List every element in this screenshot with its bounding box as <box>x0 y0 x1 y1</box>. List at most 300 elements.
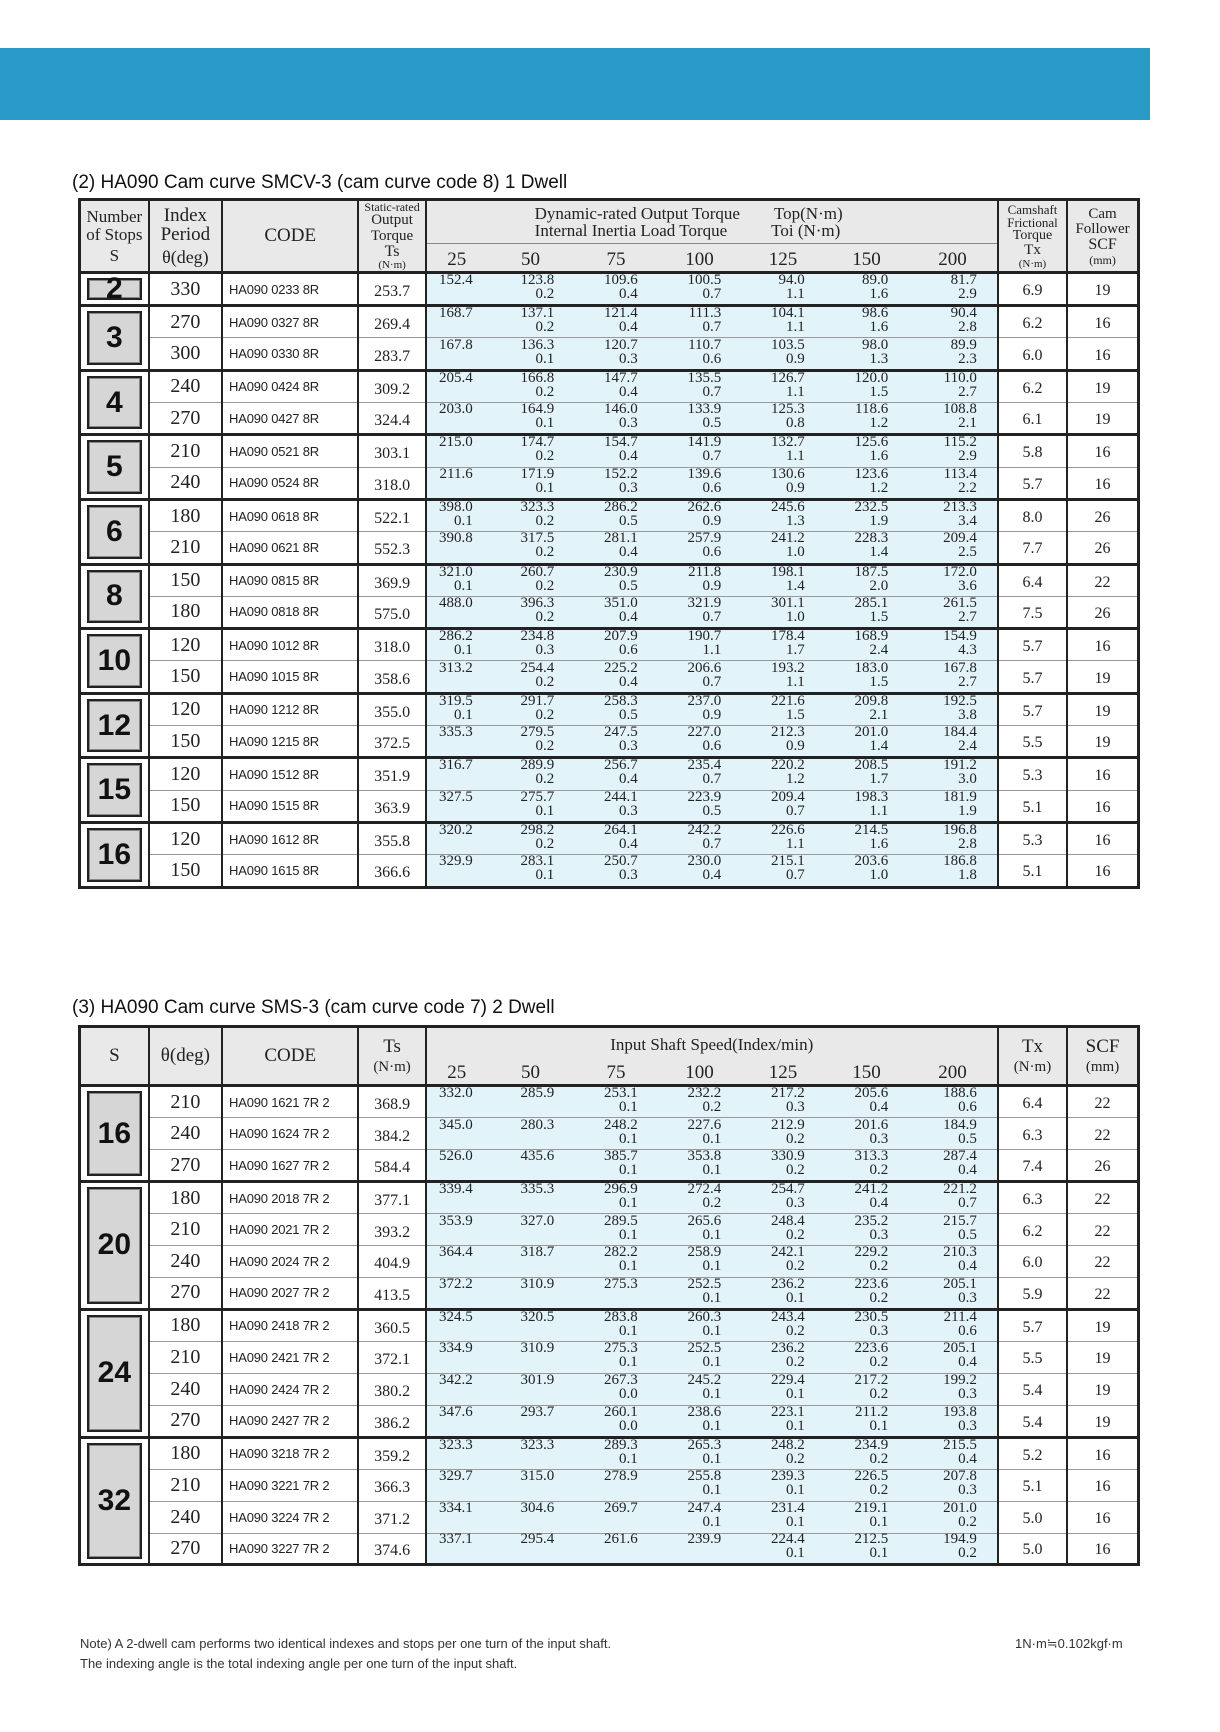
output-torque-top: 247.5 <box>604 724 638 741</box>
static-torque: 374.6 <box>358 1533 425 1565</box>
output-torque-top: 242.2 <box>687 822 722 839</box>
inertia-torque-toi: 0.7 <box>786 867 805 884</box>
output-torque-top: 248.4 <box>771 1212 805 1229</box>
inertia-torque-toi <box>427 1228 487 1242</box>
index-angle: 240 <box>149 1245 222 1277</box>
header-code: CODE <box>222 1027 358 1086</box>
index-angle: 150 <box>149 790 222 822</box>
cam-follower-size: 22 <box>1094 573 1111 591</box>
inertia-torque-toi: 0.3 <box>786 1099 805 1116</box>
header-dynamic-torque: Dynamic-rated Output Torque Top(N·m) Internal Inertia Load Torque Toi (N·m) <box>426 200 998 244</box>
inertia-torque-toi: 0.1 <box>453 642 473 659</box>
stops-badge: 4 <box>87 376 142 430</box>
output-torque-top: 146.0 <box>604 401 638 418</box>
inertia-torque-toi: 0.2 <box>869 1289 889 1306</box>
inertia-torque-toi: 1.3 <box>869 350 889 367</box>
output-torque-top: 247.4 <box>687 1500 722 1517</box>
inertia-torque-toi <box>427 804 487 818</box>
camshaft-torque: 6.2 <box>998 306 1067 338</box>
output-torque-top: 286.2 <box>438 628 473 645</box>
inertia-torque-toi: 0.3 <box>619 350 638 367</box>
output-torque-top: 211.4 <box>943 1308 977 1325</box>
cam-follower-size: 22 <box>1067 1277 1138 1309</box>
output-torque-top: 323.3 <box>438 1436 473 1453</box>
dynamic-torque-cell <box>574 661 657 693</box>
sms3-spec-table <box>78 1025 1140 1566</box>
output-torque-top: 223.1 <box>771 1403 805 1420</box>
dynamic-torque-cell <box>574 726 657 758</box>
static-torque: 372.5 <box>358 726 425 758</box>
inertia-torque-toi: 2.3 <box>958 350 977 367</box>
output-torque-top: 203.6 <box>854 853 889 870</box>
inertia-torque-toi: 0.2 <box>535 513 555 530</box>
index-angle: 240 <box>149 1373 222 1405</box>
inertia-torque-toi: 0.1 <box>869 1514 889 1531</box>
output-torque-top: 196.8 <box>943 822 977 839</box>
index-angle: 240 <box>149 1118 222 1150</box>
inertia-torque-toi <box>487 1515 575 1529</box>
dynamic-torque-cell <box>574 403 657 435</box>
inertia-torque-toi <box>487 1132 575 1146</box>
output-torque-top: 347.6 <box>438 1403 473 1420</box>
dynamic-torque-cell <box>908 499 998 531</box>
header-speed-50: 50 <box>487 244 575 273</box>
output-torque-top: 229.2 <box>854 1244 889 1261</box>
inertia-torque-toi: 0.6 <box>702 738 722 755</box>
dynamic-torque-cell <box>426 629 487 661</box>
inertia-torque-toi: 0.2 <box>535 608 555 625</box>
inertia-torque-toi: 2.9 <box>958 286 977 303</box>
dynamic-torque-cell <box>487 758 575 790</box>
dynamic-torque-cell <box>658 1533 741 1565</box>
cam-follower-size: 19 <box>1067 1341 1138 1373</box>
output-torque-top: 221.6 <box>771 692 805 709</box>
dynamic-torque-cell <box>574 1214 657 1246</box>
inertia-torque-toi: 0.2 <box>869 1162 889 1179</box>
inertia-torque-toi: 1.4 <box>869 544 889 561</box>
dynamic-torque-cell <box>487 1437 575 1469</box>
dynamic-torque-cell <box>426 370 487 402</box>
inertia-torque-toi: 0.3 <box>619 479 638 496</box>
table-row <box>80 1214 1139 1246</box>
dynamic-torque-cell <box>741 1501 824 1533</box>
dynamic-torque-cell <box>487 467 575 499</box>
dynamic-torque-cell <box>426 1118 487 1150</box>
output-torque-top: 243.4 <box>771 1308 805 1325</box>
camshaft-torque: 6.1 <box>998 403 1067 435</box>
product-code: HA090 0621 8R <box>222 532 358 564</box>
output-torque-top: 230.9 <box>604 563 638 580</box>
product-code: HA090 0524 8R <box>222 467 358 499</box>
static-torque: 351.9 <box>358 758 425 790</box>
output-torque-top: 120.7 <box>604 336 638 353</box>
static-torque: 413.5 <box>358 1277 425 1309</box>
output-torque-top: 265.6 <box>687 1212 722 1229</box>
inertia-torque-toi: 1.3 <box>786 513 805 530</box>
dynamic-torque-cell <box>487 370 575 402</box>
output-torque-top: 199.2 <box>943 1372 977 1389</box>
output-torque-top: 317.5 <box>520 530 555 547</box>
header-speed-200: 200 <box>908 1058 998 1086</box>
dynamic-torque-cell <box>741 1086 824 1118</box>
static-torque: 522.1 <box>358 499 425 531</box>
dynamic-torque-cell <box>658 1501 741 1533</box>
inertia-torque-toi: 0.2 <box>535 706 555 723</box>
dynamic-torque-cell <box>487 1341 575 1373</box>
table-row <box>80 1469 1139 1501</box>
dynamic-torque-cell <box>574 1437 657 1469</box>
inertia-torque-toi: 0.1 <box>619 1099 638 1116</box>
output-torque-top: 298.2 <box>520 822 555 839</box>
dynamic-torque-cell <box>908 1118 998 1150</box>
output-torque-top: 254.4 <box>520 659 555 676</box>
inertia-torque-toi: 1.1 <box>786 836 805 853</box>
inertia-torque-toi: 0.2 <box>535 836 555 853</box>
inertia-torque-toi: 0.1 <box>869 1417 889 1434</box>
product-code: HA090 2027 7R 2 <box>222 1277 358 1309</box>
output-torque-top: 206.6 <box>687 659 722 676</box>
dynamic-torque-cell <box>908 758 998 790</box>
output-torque-top: 215.7 <box>943 1212 977 1229</box>
inertia-torque-toi: 0.1 <box>702 1162 722 1179</box>
cam-follower-size: 16 <box>1067 1501 1138 1533</box>
inertia-torque-toi: 0.1 <box>702 1354 722 1371</box>
static-torque: 369.9 <box>358 564 425 596</box>
dynamic-torque-cell <box>741 499 824 531</box>
dynamic-torque-cell <box>426 1277 487 1309</box>
camshaft-torque: 5.3 <box>998 758 1067 790</box>
table-row <box>80 1533 1139 1565</box>
dynamic-torque-cell <box>658 855 741 887</box>
static-torque: 575.0 <box>358 596 425 628</box>
inertia-torque-toi <box>427 1546 487 1560</box>
dynamic-torque-cell <box>741 790 824 822</box>
output-torque-top: 203.0 <box>438 401 473 418</box>
inertia-torque-toi: 0.7 <box>702 608 722 625</box>
inertia-torque-toi: 0.2 <box>869 1482 889 1499</box>
camshaft-torque: 5.5 <box>998 1341 1067 1373</box>
camshaft-torque: 5.7 <box>998 467 1067 499</box>
index-angle: 270 <box>149 1277 222 1309</box>
camshaft-torque: 6.2 <box>998 1214 1067 1246</box>
index-angle: 180 <box>149 499 222 531</box>
static-torque: 372.1 <box>358 1341 425 1373</box>
dynamic-torque-cell <box>487 822 575 854</box>
cam-follower-size: 26 <box>1067 596 1138 628</box>
dynamic-torque-cell <box>574 1341 657 1373</box>
output-torque-top: 230.0 <box>687 853 722 870</box>
output-torque-top: 286.2 <box>604 499 638 516</box>
dynamic-torque-cell <box>908 1245 998 1277</box>
inertia-torque-toi: 0.2 <box>869 1450 889 1467</box>
dynamic-torque-cell <box>825 1373 908 1405</box>
output-torque-top: 210.3 <box>943 1244 977 1261</box>
output-torque-top: 264.1 <box>604 822 638 839</box>
inertia-torque-toi <box>427 1196 487 1210</box>
inertia-torque-toi: 1.9 <box>869 513 889 530</box>
header-speed-100: 100 <box>658 1058 741 1086</box>
output-torque-top: 283.1 <box>520 853 555 870</box>
output-torque-top: 212.9 <box>771 1116 805 1133</box>
static-torque: 371.2 <box>358 1501 425 1533</box>
inertia-torque-toi: 0.1 <box>535 479 555 496</box>
camshaft-torque: 5.7 <box>998 629 1067 661</box>
inertia-torque-toi <box>487 1291 575 1305</box>
static-torque: 393.2 <box>358 1214 425 1246</box>
output-torque-top: 184.9 <box>943 1116 977 1133</box>
inertia-torque-toi: 1.0 <box>786 608 805 625</box>
output-torque-top: 224.4 <box>771 1531 805 1548</box>
inertia-torque-toi: 0.4 <box>619 608 638 625</box>
dynamic-torque-cell <box>908 855 998 887</box>
inertia-torque-toi <box>574 1483 657 1497</box>
inertia-torque-toi: 1.5 <box>869 673 889 690</box>
dynamic-torque-cell <box>658 661 741 693</box>
output-torque-top: 260.1 <box>604 1403 638 1420</box>
inertia-torque-toi <box>487 1452 575 1466</box>
dynamic-torque-cell <box>487 435 575 467</box>
dynamic-torque-cell <box>426 467 487 499</box>
inertia-torque-toi: 0.2 <box>535 577 555 594</box>
index-angle: 210 <box>149 1214 222 1246</box>
output-torque-top: 152.2 <box>604 465 638 482</box>
inertia-torque-toi: 0.3 <box>958 1289 977 1306</box>
inertia-torque-toi: 2.9 <box>958 448 977 465</box>
cam-follower-size: 16 <box>1094 315 1111 333</box>
dynamic-torque-cell <box>741 1437 824 1469</box>
output-torque-top: 252.5 <box>687 1340 722 1357</box>
dynamic-torque-cell <box>574 855 657 887</box>
dynamic-torque-cell <box>426 1309 487 1341</box>
inertia-torque-toi: 0.3 <box>619 415 638 432</box>
dynamic-torque-cell <box>658 822 741 854</box>
inertia-torque-toi: 0.1 <box>619 1226 638 1243</box>
inertia-torque-toi <box>427 1355 487 1369</box>
cam-follower-size: 22 <box>1067 1214 1138 1246</box>
unit-conversion: 1N·m≒0.102kgf·m <box>1015 1636 1123 1651</box>
inertia-torque-toi: 0.9 <box>702 706 722 723</box>
output-torque-top: 209.4 <box>771 788 805 805</box>
output-torque-top: 147.7 <box>604 369 638 386</box>
index-angle: 210 <box>149 1469 222 1501</box>
output-torque-top: 281.1 <box>604 530 638 547</box>
output-torque-top: 280.3 <box>520 1116 555 1133</box>
cam-follower-size: 16 <box>1067 1469 1138 1501</box>
output-torque-top: 135.5 <box>687 369 722 386</box>
stops-badge: 8 <box>87 570 142 624</box>
output-torque-top: 194.9 <box>943 1531 977 1548</box>
output-torque-top: 223.6 <box>854 1275 889 1292</box>
header-speed-25: 25 <box>426 244 487 273</box>
output-torque-top: 205.1 <box>943 1340 977 1357</box>
dynamic-torque-cell <box>487 499 575 531</box>
inertia-torque-toi: 0.5 <box>958 1130 977 1147</box>
table1-title: (2) HA090 Cam curve SMCV-3 (cam curve code 8) 1 Dwell <box>72 172 568 193</box>
table-row <box>80 306 1139 338</box>
product-code: HA090 0427 8R <box>222 403 358 435</box>
camshaft-torque: 8.0 <box>998 499 1067 531</box>
inertia-torque-toi <box>427 1100 487 1114</box>
dynamic-torque-cell <box>658 499 741 531</box>
dynamic-torque-cell <box>426 1182 487 1214</box>
product-code: HA090 0327 8R <box>222 306 358 338</box>
stops-badge: 6 <box>87 505 142 559</box>
header-speed-125: 125 <box>741 1058 824 1086</box>
product-code: HA090 2024 7R 2 <box>222 1245 358 1277</box>
inertia-torque-toi: 0.1 <box>786 1482 805 1499</box>
dynamic-torque-cell <box>658 564 741 596</box>
output-torque-top: 232.5 <box>854 499 889 516</box>
inertia-torque-toi <box>427 352 487 366</box>
dynamic-torque-cell <box>658 1245 741 1277</box>
output-torque-top: 211.6 <box>439 465 473 482</box>
camshaft-torque: 6.3 <box>998 1182 1067 1214</box>
inertia-torque-toi: 0.3 <box>869 1322 889 1339</box>
dynamic-torque-cell <box>741 855 824 887</box>
inertia-torque-toi: 0.4 <box>619 448 638 465</box>
inertia-torque-toi: 0.2 <box>958 1545 977 1562</box>
stops-badge: 16 <box>87 1091 142 1176</box>
inertia-torque-toi: 0.2 <box>958 1514 977 1531</box>
inertia-torque-toi: 2.1 <box>958 415 977 432</box>
inertia-torque-toi: 2.4 <box>869 642 889 659</box>
dynamic-torque-cell <box>658 273 741 306</box>
output-torque-top: 98.0 <box>861 336 889 353</box>
dynamic-torque-cell <box>658 435 741 467</box>
inertia-torque-toi: 1.1 <box>786 448 805 465</box>
inertia-torque-toi: 1.9 <box>958 802 977 819</box>
dynamic-torque-cell <box>825 338 908 370</box>
dynamic-torque-cell <box>908 403 998 435</box>
cam-follower-size: 26 <box>1094 509 1111 527</box>
dynamic-torque-cell <box>574 467 657 499</box>
inertia-torque-toi: 0.4 <box>619 286 638 303</box>
index-angle: 150 <box>149 564 222 596</box>
dynamic-torque-cell <box>908 693 998 725</box>
dynamic-torque-cell <box>825 1086 908 1118</box>
output-torque-top: 188.6 <box>943 1085 977 1102</box>
inertia-torque-toi: 0.7 <box>702 286 722 303</box>
output-torque-top: 234.9 <box>854 1436 889 1453</box>
output-torque-top: 108.8 <box>943 401 977 418</box>
dynamic-torque-cell <box>487 306 575 338</box>
inertia-torque-toi: 0.6 <box>702 350 722 367</box>
output-torque-top: 327.5 <box>438 788 473 805</box>
table-row <box>80 338 1139 370</box>
output-torque-top: 212.5 <box>854 1531 889 1548</box>
dynamic-torque-cell <box>487 629 575 661</box>
static-torque: 386.2 <box>358 1405 425 1437</box>
output-torque-top: 167.8 <box>943 659 977 676</box>
dynamic-torque-cell <box>426 306 487 338</box>
index-angle: 120 <box>149 693 222 725</box>
output-torque-top: 329.7 <box>438 1468 473 1485</box>
output-torque-top: 269.7 <box>604 1500 638 1517</box>
stops-badge: 32 <box>87 1443 142 1560</box>
output-torque-top: 301.1 <box>771 594 805 611</box>
product-code: HA090 0521 8R <box>222 435 358 467</box>
dynamic-torque-cell <box>426 1469 487 1501</box>
dynamic-torque-cell <box>825 403 908 435</box>
cam-follower-size: 16 <box>1067 790 1138 822</box>
product-code: HA090 1215 8R <box>222 726 358 758</box>
output-torque-top: 121.4 <box>604 305 638 322</box>
dynamic-torque-cell <box>825 370 908 402</box>
output-torque-top: 320.2 <box>438 822 473 839</box>
dynamic-torque-cell <box>741 822 824 854</box>
output-torque-top: 304.6 <box>520 1500 555 1517</box>
dynamic-torque-cell <box>487 1245 575 1277</box>
output-torque-top: 126.7 <box>771 369 805 386</box>
inertia-torque-toi: 0.3 <box>535 642 555 659</box>
output-torque-top: 315.0 <box>520 1468 555 1485</box>
inertia-torque-toi: 0.1 <box>702 1450 722 1467</box>
output-torque-top: 223.9 <box>687 788 722 805</box>
dynamic-torque-cell <box>574 1086 657 1118</box>
dynamic-torque-cell <box>908 1309 998 1341</box>
inertia-torque-toi <box>658 1546 741 1560</box>
dynamic-torque-cell <box>487 403 575 435</box>
dynamic-torque-cell <box>908 564 998 596</box>
dynamic-torque-cell <box>426 564 487 596</box>
static-torque: 318.0 <box>358 467 425 499</box>
static-torque: 283.7 <box>358 338 425 370</box>
output-torque-top: 213.3 <box>943 499 977 516</box>
output-torque-top: 115.2 <box>943 434 977 451</box>
output-torque-top: 310.9 <box>520 1275 555 1292</box>
inertia-torque-toi: 0.7 <box>702 383 722 400</box>
dynamic-torque-cell <box>908 822 998 854</box>
dynamic-torque-cell <box>741 596 824 628</box>
inertia-torque-toi: 1.2 <box>869 479 889 496</box>
index-angle: 240 <box>149 467 222 499</box>
inertia-torque-toi: 1.5 <box>786 706 805 723</box>
output-torque-top: 178.4 <box>771 628 805 645</box>
static-torque: 358.6 <box>358 661 425 693</box>
output-torque-top: 219.1 <box>854 1500 889 1517</box>
dynamic-torque-cell <box>741 370 824 402</box>
stops-badge: 16 <box>87 828 142 882</box>
output-torque-top: 123.8 <box>520 272 555 289</box>
camshaft-torque: 5.9 <box>998 1277 1067 1309</box>
dynamic-torque-cell <box>487 532 575 564</box>
output-torque-top: 193.2 <box>771 659 805 676</box>
output-torque-top: 364.4 <box>438 1244 473 1261</box>
inertia-torque-toi: 2.7 <box>958 608 977 625</box>
inertia-torque-toi <box>427 481 487 495</box>
dynamic-torque-cell <box>825 1150 908 1182</box>
dynamic-torque-cell <box>825 499 908 531</box>
cam-follower-size: 16 <box>1094 638 1111 656</box>
dynamic-torque-cell <box>908 532 998 564</box>
inertia-torque-toi: 2.0 <box>869 577 889 594</box>
output-torque-top: 228.3 <box>854 530 889 547</box>
dynamic-torque-cell <box>908 1469 998 1501</box>
static-torque: 318.0 <box>358 629 425 661</box>
dynamic-torque-cell <box>487 790 575 822</box>
inertia-torque-toi: 1.6 <box>869 448 889 465</box>
dynamic-torque-cell <box>487 855 575 887</box>
inertia-torque-toi: 0.1 <box>702 1258 722 1275</box>
inertia-torque-toi <box>427 1324 487 1338</box>
index-angle: 240 <box>149 370 222 402</box>
dynamic-torque-cell <box>908 1086 998 1118</box>
inertia-torque-toi: 0.1 <box>786 1417 805 1434</box>
output-torque-top: 287.4 <box>943 1148 977 1165</box>
dynamic-torque-cell <box>741 564 824 596</box>
inertia-torque-toi: 1.4 <box>869 738 889 755</box>
header-speed-100: 100 <box>658 244 741 273</box>
